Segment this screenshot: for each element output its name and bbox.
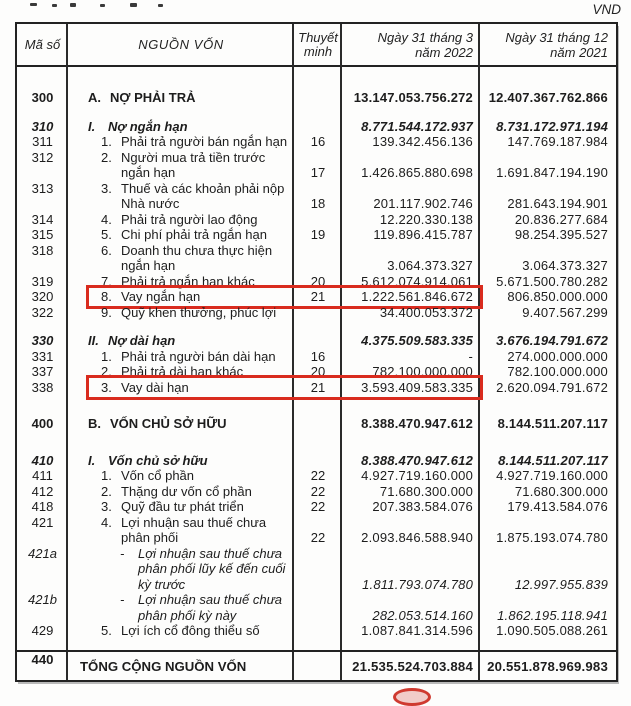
row-value-2022: 1.222.561.846.672 <box>361 289 473 304</box>
row-label <box>68 592 294 623</box>
row-label <box>68 119 294 135</box>
row-label-text: Thặng dư vốn cổ phần <box>121 483 252 499</box>
row-value-2021: 3.676.194.791.672 <box>496 333 608 348</box>
row-code: 331 <box>31 348 54 364</box>
row-value-2021: 12.997.955.839 <box>514 576 608 592</box>
row-value-2022: 1.087.841.314.596 <box>361 623 473 638</box>
row-code: 311 <box>32 134 53 149</box>
row-value-2022: 13.147.053.756.272 <box>353 90 473 105</box>
row-label <box>68 289 294 305</box>
row-label <box>68 416 294 432</box>
row-code: 418 <box>31 499 54 514</box>
row-value-2022: 1.426.865.880.698 <box>361 165 473 180</box>
table-row <box>17 592 616 623</box>
row-prefix: 7. <box>101 273 112 289</box>
row-code: 421b <box>28 592 57 607</box>
row-label-text: Quỹ đầu tư phát triển <box>121 499 244 514</box>
row-code: 312 <box>31 149 54 165</box>
table-row <box>17 546 616 593</box>
header-2021-line1: Ngày 31 tháng 12 <box>505 29 608 45</box>
row-label-text: Người mua trả tiền trước ngắn hạn <box>121 149 266 180</box>
row-label <box>68 134 294 150</box>
row-code: 400 <box>31 416 54 431</box>
row-note: 22 <box>310 468 326 483</box>
row-value-2021: 20.836.277.684 <box>514 211 608 227</box>
row-note: 17 <box>310 165 326 180</box>
table-row <box>17 515 616 546</box>
header-note <box>294 24 342 65</box>
row-value-2022: 207.383.584.076 <box>372 499 473 514</box>
row-value-2022: 1.811.793.074.780 <box>362 576 473 592</box>
row-code: 315 <box>31 227 54 242</box>
table-body <box>17 67 616 650</box>
row-value-2022: 3.593.409.583.335 <box>361 379 473 395</box>
table-row <box>17 453 616 469</box>
row-code: 313 <box>31 180 54 196</box>
table-row <box>17 623 616 639</box>
row-value-2021: 5.671.500.780.282 <box>496 273 608 289</box>
row-note: 22 <box>310 483 326 499</box>
row-label-text: Phải trả người bán ngắn hạn <box>121 134 288 149</box>
row-value-2021: 98.254.395.527 <box>514 227 608 242</box>
total-row <box>17 650 616 680</box>
row-prefix: 4. <box>101 514 112 530</box>
row-prefix: 5. <box>101 227 112 242</box>
row-code: 318 <box>31 242 54 258</box>
row-prefix: 3. <box>101 180 112 196</box>
table-row <box>17 274 616 290</box>
header-note-line1: Thuyết <box>298 29 338 45</box>
header-date-2021 <box>480 24 616 65</box>
row-label <box>68 484 294 500</box>
row-prefix: 3. <box>101 379 112 395</box>
row-value-2022: 8.388.470.947.612 <box>361 452 473 468</box>
row-note: 18 <box>310 196 326 211</box>
header-source-of-capital <box>68 24 294 65</box>
table-row <box>17 90 616 106</box>
row-value-2021: 8.144.511.207.117 <box>498 452 608 468</box>
header-note-line2: minh <box>303 43 333 59</box>
row-label-text: Phải trả người bán dài hạn <box>121 348 276 364</box>
row-note: 21 <box>310 379 326 395</box>
row-label-text: Vốn chủ sở hữu <box>108 452 208 468</box>
row-value-2021: 1.875.193.074.780 <box>496 530 608 545</box>
table-row <box>17 333 616 349</box>
row-prefix: - <box>120 545 125 561</box>
table-row <box>17 289 616 305</box>
row-prefix: 5. <box>101 623 112 638</box>
row-label-text: Quỹ khen thưởng, phúc lợi <box>121 304 277 320</box>
row-label <box>68 90 294 106</box>
row-prefix: 3. <box>101 499 112 514</box>
row-value-2021: 147.769.187.984 <box>507 134 608 149</box>
row-code: 314 <box>31 211 54 227</box>
row-value-2021: 3.064.373.327 <box>522 258 608 273</box>
header-2022-line1: Ngày 31 tháng 3 <box>377 29 473 45</box>
row-note: 20 <box>310 364 326 379</box>
row-label-text: Lợi nhuận sau thuế chưa phân phối <box>121 514 267 545</box>
row-code: 421a <box>28 545 57 561</box>
header-2021-line2: năm 2021 <box>550 44 608 60</box>
table-row <box>17 416 616 432</box>
table-row <box>17 181 616 212</box>
row-value-2022: 201.117.902.746 <box>373 196 473 211</box>
row-prefix: 1. <box>101 348 112 364</box>
row-code: 337 <box>31 364 54 379</box>
row-value-2022: 4.375.509.583.335 <box>361 333 473 348</box>
table-row <box>17 364 616 380</box>
row-label-text: Chi phí phải trả ngắn hạn <box>121 227 267 242</box>
row-label <box>68 349 294 365</box>
row-value-2021: 274.000.000.000 <box>507 348 608 364</box>
row-note: 22 <box>310 530 326 545</box>
row-code: 319 <box>31 273 54 289</box>
row-value-2021: 179.413.584.076 <box>507 499 608 514</box>
row-value-2022: 8.771.544.172.937 <box>361 118 473 134</box>
row-label-text: Lợi nhuận sau thuế chưa phân phối kỳ này <box>138 592 283 623</box>
row-label <box>68 515 294 546</box>
table-row <box>17 227 616 243</box>
row-value-2022: 8.388.470.947.612 <box>361 416 473 431</box>
table-row <box>17 134 616 150</box>
row-value-2022: 119.896.415.787 <box>373 227 473 242</box>
row-note: 19 <box>310 227 326 242</box>
row-label-text: Thuế và các khoản phải nộp Nhà nước <box>121 180 285 211</box>
header-code-label: Mã số <box>24 37 61 52</box>
row-value-2021: 71.680.300.000 <box>514 483 608 499</box>
red-ellipse-fragment <box>393 688 431 706</box>
currency-unit-label: VND <box>592 2 621 17</box>
row-label-text: Lợi ích cổ đông thiểu số <box>121 623 260 638</box>
total-value-2022: 21.535.524.703.884 <box>352 658 473 674</box>
row-label <box>68 305 294 321</box>
row-prefix: II. <box>88 333 99 348</box>
row-value-2022: - <box>468 348 473 364</box>
table-row <box>17 119 616 135</box>
table-row <box>17 468 616 484</box>
row-label <box>68 499 294 515</box>
row-label <box>68 274 294 290</box>
row-label-text: Nợ dài hạn <box>108 333 176 348</box>
row-value-2022: 2.093.846.588.940 <box>361 530 473 545</box>
row-prefix: 8. <box>101 289 112 304</box>
table-row <box>17 212 616 228</box>
row-label-text: Vay ngắn hạn <box>121 289 201 304</box>
row-code: 338 <box>31 379 54 395</box>
row-label-text: Vốn cổ phần <box>121 468 195 483</box>
row-value-2021: 9.407.567.299 <box>522 304 608 320</box>
row-value-2022: 5.612.074.914.061 <box>361 273 473 289</box>
row-label <box>68 333 294 349</box>
row-value-2022: 3.064.373.327 <box>387 258 473 273</box>
row-value-2022: 34.400.053.372 <box>379 304 473 320</box>
row-note: 20 <box>310 273 326 289</box>
row-label <box>68 227 294 243</box>
row-value-2021: 4.927.719.160.000 <box>496 468 608 483</box>
table-row <box>17 380 616 396</box>
row-code: 310 <box>31 118 54 134</box>
row-note: 16 <box>310 134 326 149</box>
row-label-text: Phải trả dài hạn khác <box>121 364 244 379</box>
row-prefix: A. <box>88 90 101 105</box>
balance-sheet-table <box>15 22 618 682</box>
row-value-2022: 782.100.000.000 <box>372 364 473 379</box>
table-row <box>17 484 616 500</box>
row-prefix: 1. <box>101 468 112 483</box>
table-row <box>17 349 616 365</box>
row-code: 412 <box>31 483 54 499</box>
row-code: 410 <box>31 452 54 468</box>
row-code: 429 <box>31 623 54 638</box>
row-label <box>68 546 294 593</box>
row-note: 16 <box>310 348 326 364</box>
row-label-text: VỐN CHỦ SỞ HỮU <box>110 416 227 431</box>
row-note: 22 <box>310 499 326 514</box>
header-name-label: NGUỒN VỐN <box>138 37 224 52</box>
row-label-text: Doanh thu chưa thực hiện ngắn hạn <box>121 242 273 273</box>
row-value-2021: 806.850.000.000 <box>507 289 608 304</box>
row-prefix: 4. <box>101 211 112 227</box>
row-prefix: B. <box>88 416 101 431</box>
row-value-2021: 1.090.505.088.261 <box>496 623 608 638</box>
row-prefix: I. <box>88 452 96 468</box>
row-prefix: 1. <box>101 134 112 149</box>
total-row-label: TỔNG CỘNG NGUỒN VỐN <box>80 658 247 674</box>
row-label-text: Nợ ngắn hạn <box>108 118 188 134</box>
row-label <box>68 181 294 212</box>
header-code <box>17 24 68 65</box>
header-date-2022 <box>342 24 480 65</box>
row-label <box>68 212 294 228</box>
clipped-text-fragment <box>30 1 210 7</box>
row-label-text: Vay dài hạn <box>121 379 189 395</box>
row-label-text: Phải trả ngắn hạn khác <box>121 273 255 289</box>
row-value-2021: 1.691.847.194.190 <box>496 165 608 180</box>
row-code: 411 <box>32 468 53 483</box>
row-value-2021: 2.620.094.791.672 <box>496 379 608 395</box>
row-prefix: - <box>120 592 125 607</box>
row-label <box>68 243 294 274</box>
row-label <box>68 468 294 484</box>
row-code: 322 <box>31 304 54 320</box>
row-value-2022: 12.220.330.138 <box>379 211 473 227</box>
row-label <box>68 150 294 181</box>
row-value-2021: 1.862.195.118.941 <box>497 607 608 623</box>
row-value-2021: 8.144.511.207.117 <box>497 416 608 431</box>
row-label-text: Phải trả người lao động <box>121 211 258 227</box>
row-code: 300 <box>31 90 54 105</box>
header-2022-line2: năm 2022 <box>415 44 473 60</box>
row-value-2021: 782.100.000.000 <box>507 364 608 379</box>
row-prefix: 2. <box>101 149 112 165</box>
row-value-2022: 139.342.456.136 <box>372 134 473 149</box>
row-code: 421 <box>31 514 54 530</box>
row-prefix: I. <box>88 118 96 134</box>
row-prefix: 6. <box>101 242 112 258</box>
row-code: 330 <box>31 333 54 348</box>
total-row-code: 440 <box>31 652 54 667</box>
row-label <box>68 623 294 639</box>
row-label <box>68 364 294 380</box>
row-prefix: 9. <box>101 304 112 320</box>
row-code: 320 <box>31 289 54 304</box>
row-note: 21 <box>310 289 326 304</box>
row-value-2021: 8.731.172.971.194 <box>496 118 608 134</box>
table-row <box>17 150 616 181</box>
row-label-text: NỢ PHẢI TRẢ <box>110 90 196 105</box>
table-header-row <box>17 24 616 67</box>
row-label-text: Lợi nhuận sau thuế chưa phân phối lũy kế đến cuối kỳ trước <box>138 545 286 592</box>
table-row <box>17 499 616 515</box>
row-prefix: 2. <box>101 364 112 379</box>
row-value-2022: 71.680.300.000 <box>379 483 473 499</box>
row-prefix: 2. <box>101 483 112 499</box>
total-value-2021: 20.551.878.969.983 <box>487 658 608 674</box>
row-value-2022: 4.927.719.160.000 <box>361 468 473 483</box>
row-value-2021: 12.407.367.762.866 <box>488 90 608 105</box>
row-label <box>68 380 294 396</box>
row-label <box>68 453 294 469</box>
row-value-2022: 282.053.514.160 <box>372 607 473 623</box>
table-row <box>17 305 616 321</box>
table-row <box>17 243 616 274</box>
row-value-2021: 281.643.194.901 <box>507 196 608 211</box>
